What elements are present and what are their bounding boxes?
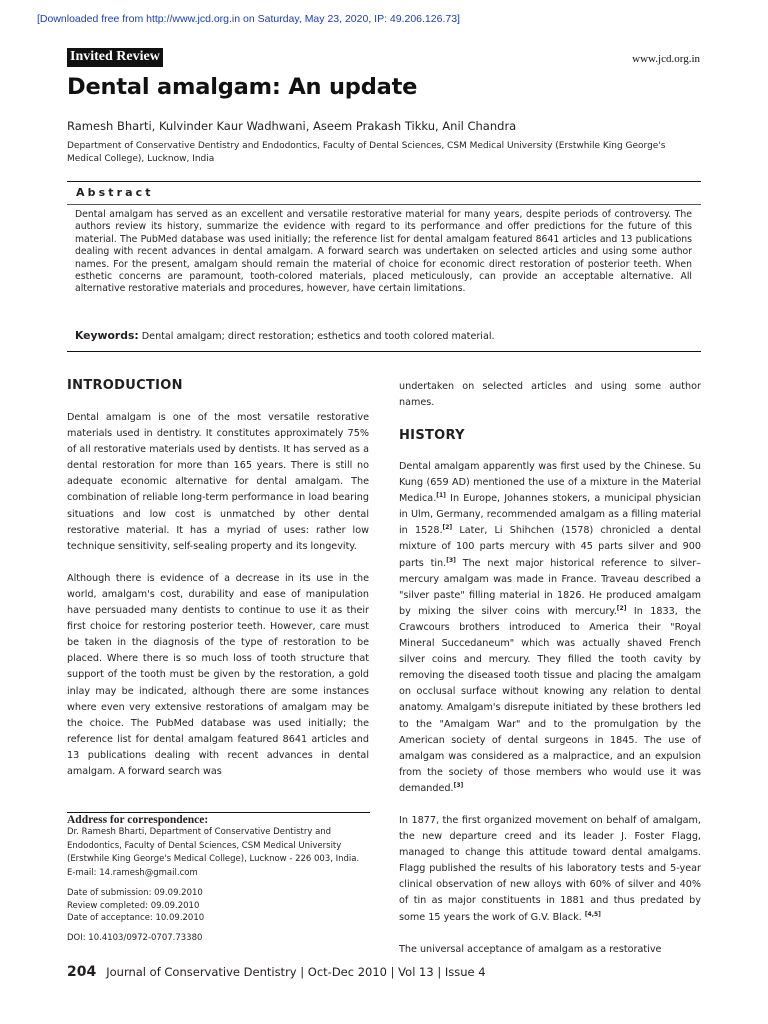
page-footer [67,964,486,980]
article-title: Dental amalgam: An update [67,74,418,100]
citation[interactable]: [3] [446,556,456,564]
author-list: Ramesh Bharti, Kulvinder Kaur Wadhwani, Aseem Prakash Tikku, Anil Chandra [67,119,517,133]
dates-block [67,887,204,925]
journal-info: Journal of Conservative Dentistry | Oct-Dec 2010 | Vol 13 | Issue 4 [106,965,486,979]
citation[interactable]: [2] [616,604,627,612]
history-column [399,459,701,958]
site-url[interactable]: www.jcd.org.in [632,53,700,65]
download-notice: [Downloaded free from http://www.jcd.org.in on Saturday, May 23, 2020, IP: 49.206.126.73] [37,13,460,25]
abstract-box [67,181,701,352]
abstract-text: Dental amalgam has served as an excellent and versatile restorative material for many years, despite periods of controversy. The authors review its history, summarize the evidence with regard to its performance and offer predictions for the future of this material. The PubMed database was used initially; the reference list for dental amalgam featured 8641 articles and 13 publications dealing with recent advances in dental amalgam. A forward search was undertaken on selected articles and using some author names. For the present, amalgam should remain the material of choice for economic direct restoration of posterior teeth. When esthetic concerns are paramount, tooth-colored materials, placed meticulously, can provide an acceptable alternative. All alternative restorative materials and procedures, however, have certain limitations. [75,209,692,295]
correspondence-text: Dr. Ramesh Bharti, Department of Conservative Dentistry and Endodontics, Faculty of Dental Sciences, CSM Medical University (Erstwhile King George's Medical College), Lucknow - 226 003, India. E-mail: 14.ramesh@gmail.com [67,827,360,878]
correspondence-heading: Address for correspondence: [67,814,209,826]
intro-paragraph-2: Although there is evidence of a decrease in its use in the world, amalgam's cost, durability and ease of manipulation have persuaded many dentists to continue to use it as their first choice for restoring posterior teeth. However, care must be taken in the diagnosis of the type of restoration to be placed. Where there is so much loss of tooth structure that support of the tooth must be given by the restoration, a gold inlay may be indicated, although there are some instances where even very extensive restorations of amalgam may be the choice. The PubMed database was used initially; the reference list for dental amalgam featured 8641 articles and 13 publications dealing with recent advances in dental amalgam. A forward search was [67,572,369,777]
abstract-divider [67,204,701,205]
history-heading: HISTORY [399,428,465,443]
page-number: 204 [67,964,97,980]
review-date: Review completed: 09.09.2010 [67,900,200,911]
intro-continuation: undertaken on selected articles and using some author names. [399,381,701,409]
history-paragraph-2: In 1877, the first organized movement on behalf of amalgam, the new departure creed and its leader J. Foster Flagg, managed to change this attitude toward dental amalgams. Flagg published the results of his laboratory tests and 5-year clinical observation of new alloys with 60% of silver and 40% of tin as major constituents in 1881 and thus predated by some 15 years the work of G.V. Black. [4,5] [399,814,701,923]
citation[interactable]: [4,5] [584,910,601,918]
history-paragraph-1: Dental amalgam apparently was first used by the Chinese. Su Kung (659 AD) mentioned the use of a mixture in the Material Medica.[1] In Europe, Johannes stokers, a municipal physician in Ulm, Germany, recommended amalgam as a filling material in 1528.[2] Later, Li Shihchen (1578) chronicled a dental mixture of 100 parts mercury with 45 parts silver and 900 parts tin.[3] The next major historical reference to silver–mercury amalgam was made in France. Traveau described a "silver paste" filling material in 1826. He produced amalgam by mixing the silver coins with mercury.[2] In 1833, the Crawcours brothers introduced to America their "Royal Mineral Succedaneum" which was actually shaved French silver coins and mercury. They filled the tooth cavity by removing the diseased tooth tissue and placing the amalgam on occlusal surface without knowing any relation to dental anatomy. Amalgam's disrepute initiated by these brothers led to the "Amalgam War" and to the promulgation by the American society of dental surgeons in 1845. The use of amalgam was considered as a malpractice, and an expulsion from the society of those members who would use it was demanded.[3] [399,461,701,794]
article-type-label: Invited Review [67,48,163,67]
affiliation: Department of Conservative Dentistry and Endodontics, Faculty of Dental Sciences, CSM Medical University (Erstwhile King George's Medical College), Lucknow, India [67,141,666,164]
acceptance-date: Date of acceptance: 10.09.2010 [67,913,205,924]
abstract-heading: Abstract [76,186,154,199]
keywords-text: Dental amalgam; direct restoration; esthetics and tooth colored material. [141,331,495,342]
history-paragraph-3: The universal acceptance of amalgam as a restorative [399,943,662,955]
citation[interactable]: [3] [453,781,464,789]
keywords [75,329,495,342]
submission-date: Date of submission: 09.09.2010 [67,888,203,898]
introduction-heading: INTRODUCTION [67,378,183,393]
intro-paragraph-1: Dental amalgam is one of the most versatile restorative materials used in dentistry. It constitutes approximately 75% of all restorative materials used by dentists. It has served as a dental restoration for more than 165 years. There is still no adequate economic alternative for dental amalgam. The combination of reliable long-term performance in load bearing situations and low cost is unmatched by other dental restorative material. It has a myriad of uses: rather low technique sensitivity, self-sealing property and its longevity. [67,412,369,552]
citation[interactable]: [2] [442,524,453,532]
correspondence-block [67,812,370,880]
keywords-label: Keywords: [75,329,139,342]
introduction-column [67,410,369,780]
citation[interactable]: [1] [436,491,446,499]
doi[interactable]: DOI: 10.4103/0972-0707.73380 [67,933,203,943]
